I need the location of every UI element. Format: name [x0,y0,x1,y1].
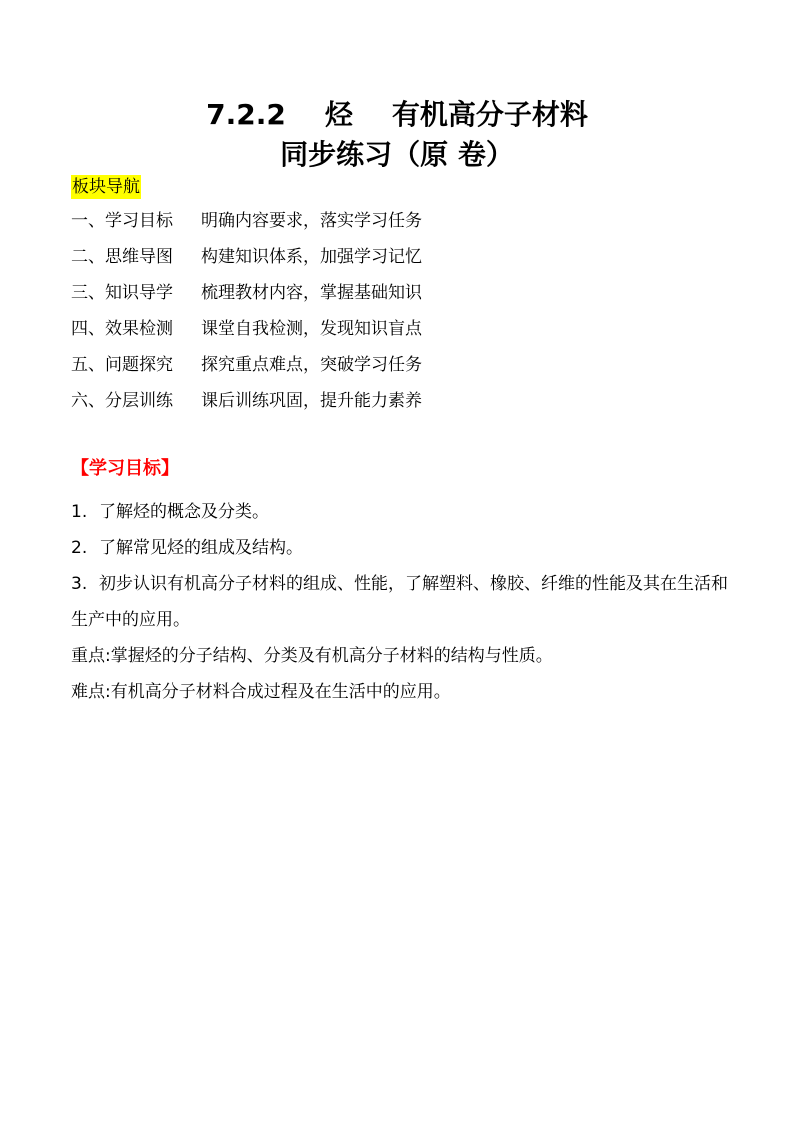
nav-item-desc: 明确内容要求，落实学习任务 [201,211,422,231]
key-point: 重点:掌握烃的分子结构、分类及有机高分子材料的结构与性质。 [71,646,553,666]
nav-item-name: 三、知识导学 [71,283,173,303]
nav-item-name: 六、分层训练 [71,391,173,411]
nav-item-name: 四、效果检测 [71,319,173,339]
goal-number: 2. [71,538,88,558]
difficult-point: 难点:有机高分子材料合成过程及在生活中的应用。 [71,682,451,702]
nav-item-learning-goals [71,207,422,243]
nav-item-desc: 课堂自我检测，发现知识盲点 [201,319,422,339]
section-navigation-list [71,207,422,423]
nav-item-name: 五、问题探究 [71,355,173,375]
goal-number: 3. [71,574,88,594]
nav-item-mind-map [71,243,422,279]
goal-text: 了解常见烃的组成及结构。 [99,538,303,558]
goal-item [71,494,731,530]
nav-item-desc: 梳理教材内容，掌握基础知识 [201,283,422,303]
document-title-line2: 同步练习（原 卷） [280,138,514,171]
nav-item-problem-inquiry [71,351,422,387]
goal-text: 了解烃的概念及分类。 [99,502,269,522]
nav-item-name: 二、思维导图 [71,247,173,267]
nav-item-desc: 构建知识体系，加强学习记忆 [201,247,422,267]
nav-item-desc: 探究重点难点，突破学习任务 [201,355,422,375]
learning-goals-body [71,494,731,710]
nav-item-name: 一、学习目标 [71,211,173,231]
nav-heading-highlight: 板块导航 [72,177,140,197]
learning-goals-heading: 【学习目标】 [71,458,179,479]
nav-item-knowledge-guide [71,279,422,315]
nav-item-layered-training [71,387,422,423]
goal-text: 初步认识有机高分子材料的组成、性能，了解塑料、橡胶、纤维的性能及其在生活和生产中的应用。 [71,574,728,630]
goal-item [71,566,731,638]
nav-item-desc: 课后训练巩固，提升能力素养 [201,391,422,411]
goal-number: 1. [71,502,88,522]
document-title-line1: 7.2.2 烃 有机高分子材料 [206,98,588,131]
nav-item-effect-check [71,315,422,351]
goal-item [71,530,731,566]
